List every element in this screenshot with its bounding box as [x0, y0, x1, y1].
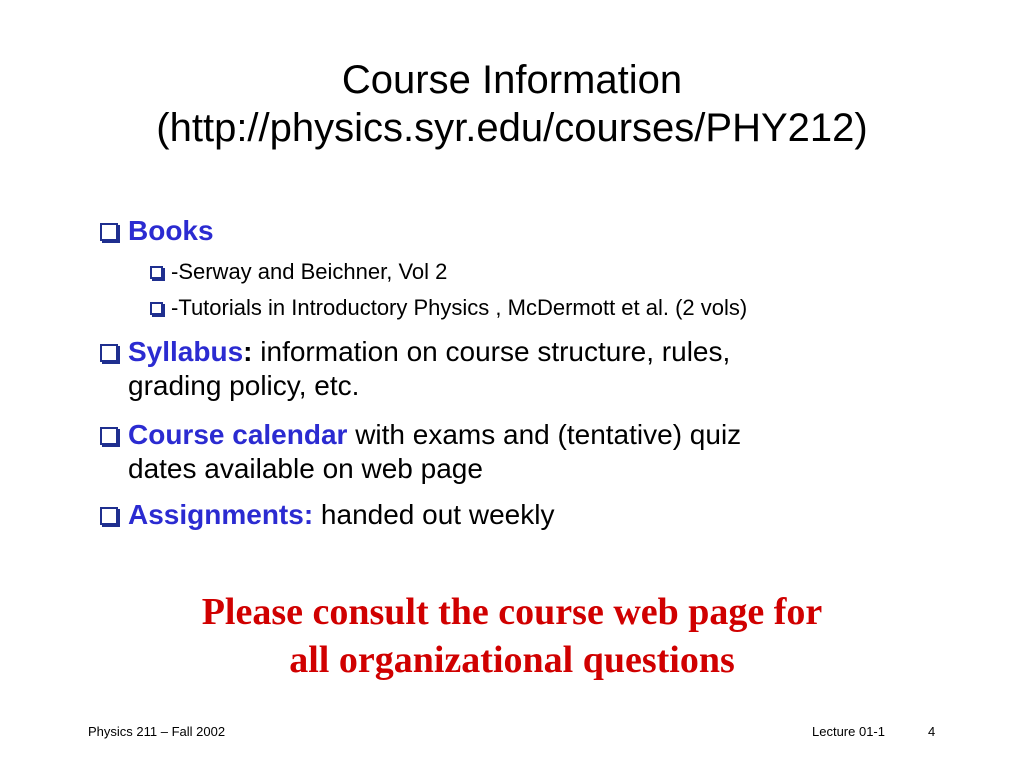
square-bullet-icon [100, 507, 118, 525]
consult-note [0, 588, 1024, 684]
footer-course: Physics 211 – Fall 2002 [88, 724, 226, 739]
title-line-2: (http://physics.syr.edu/courses/PHY212) [156, 106, 868, 150]
bullet-books [100, 214, 214, 248]
assignments-text [128, 498, 554, 532]
note-line-1: Please consult the course web page for [201, 591, 823, 633]
calendar-line-1: with exams and (tentative) quiz [347, 419, 742, 450]
book-item-2: -Tutorials in Introductory Physics , McDermott et al. (2 vols) [171, 295, 748, 320]
bullet-assignments [100, 498, 554, 532]
syllabus-text [128, 335, 730, 403]
footer-lecture: Lecture 01-1 [812, 724, 885, 739]
square-bullet-icon [100, 427, 118, 445]
syllabus-line-2: grading policy, etc. [128, 370, 360, 401]
square-bullet-icon [150, 266, 163, 279]
bullet-syllabus [100, 335, 730, 403]
square-bullet-icon [100, 223, 118, 241]
square-bullet-icon [100, 344, 118, 362]
calendar-line-2: dates available on web page [128, 453, 483, 484]
slide-title [0, 56, 1024, 152]
title-line-1: Course Information [341, 58, 683, 102]
sub-bullet-serway [150, 258, 447, 286]
assignments-label: Assignments: [128, 499, 314, 530]
bullet-course-calendar [100, 418, 741, 486]
calendar-text [128, 418, 741, 486]
calendar-label: Course calendar [128, 419, 348, 450]
syllabus-label: Syllabus [128, 336, 244, 367]
books-label: Books [128, 215, 214, 246]
syllabus-line-1: information on course structure, rules, [252, 336, 731, 367]
note-line-2: all organizational questions [289, 639, 735, 681]
syllabus-colon: : [243, 336, 253, 367]
sub-bullet-tutorials [150, 294, 747, 322]
book-item-1: -Serway and Beichner, Vol 2 [171, 259, 448, 284]
assignments-desc: handed out weekly [313, 499, 555, 530]
square-bullet-icon [150, 302, 163, 315]
footer-page-number: 4 [928, 724, 936, 739]
